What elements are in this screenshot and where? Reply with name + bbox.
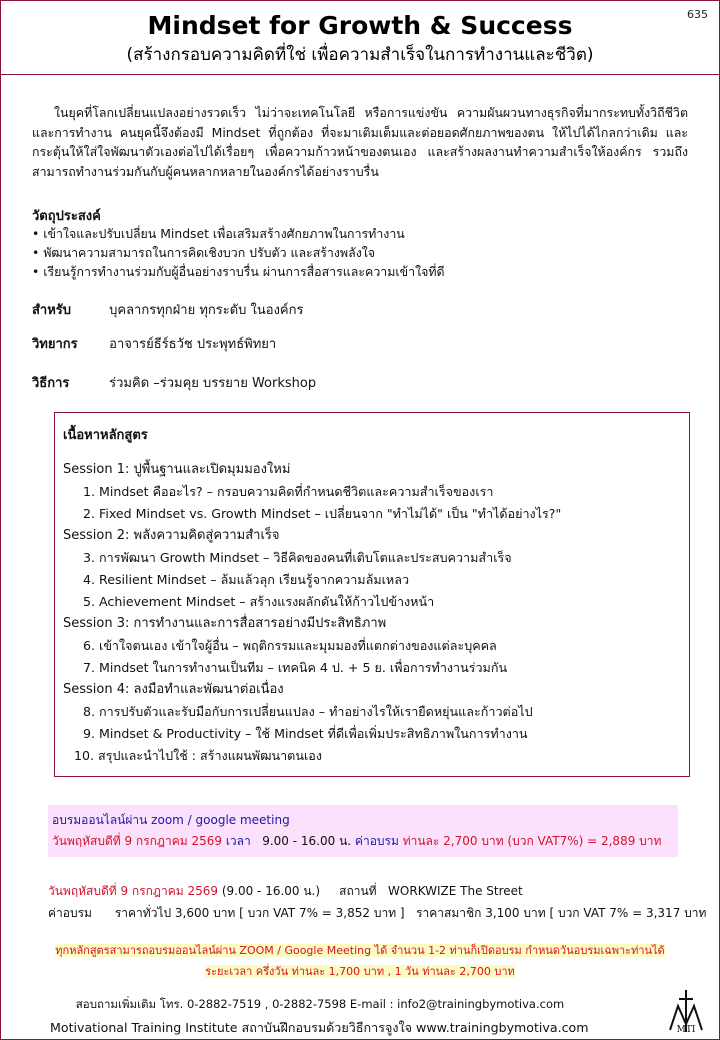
objectives-title: วัตถุประสงค์ xyxy=(32,209,101,224)
method-row xyxy=(32,372,316,393)
note-box xyxy=(40,940,680,982)
online-training-box xyxy=(48,805,678,857)
content-item: 8. การปรับตัวและรับมือกับการเปลี่ยนแปลง – ทำอย่างไรให้เรายืดหยุ่นและก้าวต่อไป xyxy=(83,704,533,719)
onsite-fee-label: ค่าอบรม xyxy=(48,906,92,920)
onsite-line-1 xyxy=(48,880,706,902)
audience-value: บุคลากรทุกฝ่าย ทุกระดับ ในองค์กร xyxy=(109,303,304,318)
note-line-1: ทุกหลักสูตรสามารถอบรมออนไลน์ผ่าน ZOOM / Google Meeting ได้ จำนวน 1-2 ท่านก็เปิดอบรม กำหนดวันอบรมเฉพาะท่านได้ xyxy=(55,944,665,957)
online-label: อบรมออนไลน์ผ่าน zoom / google meeting xyxy=(52,813,290,827)
content-title: เนื้อหาหลักสูตร xyxy=(63,428,148,443)
speaker-value: อาจารย์ธีร์ธวัช ประพุทธ์พิทยา xyxy=(109,337,277,352)
audience-row xyxy=(32,299,304,320)
content-item: 9. Mindset & Productivity – ใช้ Mindset ที่ดีเพื่อเพิ่มประสิทธิภาพในการทำงาน xyxy=(83,726,528,741)
session-heading: Session 1: ปูพื้นฐานและเปิดมุมมองใหม่ xyxy=(63,462,291,477)
online-time: 9.00 - 16.00 น. xyxy=(262,834,352,848)
onsite-place: WORKWIZE The Street xyxy=(388,884,523,898)
header xyxy=(0,0,720,75)
footer-institute: Motivational Training Institute สถาบันฝึกอบรมด้วยวิธีการจูงใจ www.trainingbymotiva.com xyxy=(50,1020,589,1035)
onsite-date: วันพฤหัสบดีที่ 9 กรกฎาคม 2569 xyxy=(48,884,218,898)
speaker-row xyxy=(32,333,276,354)
online-date: วันพฤหัสบดีที่ 9 กรกฎาคม 2569 xyxy=(52,834,222,848)
content-item: 4. Resilient Mindset – ล้มแล้วลุก เรียนรู้จากความล้มเหลว xyxy=(83,572,410,587)
objectives-list xyxy=(32,224,445,281)
onsite-general-price: ราคาทั่วไป 3,600 บาท [ บวก VAT 7% = 3,852 บาท ] xyxy=(114,906,405,920)
online-details xyxy=(52,830,674,852)
method-value: ร่วมคิด –ร่วมคุย บรรยาย Workshop xyxy=(109,376,317,391)
online-fee: ท่านละ 2,700 บาท (บวก VAT7%) = 2,889 บาท xyxy=(402,834,662,848)
method-label: วิธีการ xyxy=(32,376,70,391)
content-item: 6. เข้าใจตนเอง เข้าใจผู้อื่น – พฤติกรรมและมุมมองที่แตกต่างของแต่ละบุคคล xyxy=(83,638,497,653)
online-time-label: เวลา xyxy=(225,834,251,848)
online-fee-label: ค่าอบรม xyxy=(354,834,399,848)
note-line-2: ระยะเวลา ครึ่งวัน ท่านละ 1,700 บาท , 1 วัน ท่านละ 2,700 บาท xyxy=(205,965,515,978)
objective-item: • พัฒนาความสามารถในการคิดเชิงบวก ปรับตัว และสร้างพลังใจ xyxy=(32,243,445,262)
session-heading: Session 4: ลงมือทำและพัฒนาต่อเนื่อง xyxy=(63,682,284,697)
audience-label: สำหรับ xyxy=(32,303,72,318)
session-heading: Session 2: พลังความคิดสู่ความสำเร็จ xyxy=(63,528,280,543)
contact-info: สอบถามเพิ่มเติม โทร. 0-2882-7519 , 0-2882-7598 E-mail : info2@trainingbymotiva.com xyxy=(75,997,565,1011)
logo-text: MTI xyxy=(676,1025,696,1034)
page-title: Mindset for Growth & Success xyxy=(147,11,573,40)
speaker-label: วิทยากร xyxy=(32,337,78,352)
page-subtitle: (สร้างกรอบความคิดที่ใช่ เพื่อความสำเร็จในการทำงานและชีวิต) xyxy=(126,45,594,65)
onsite-line-2 xyxy=(48,902,706,924)
onsite-time: (9.00 - 16.00 น.) xyxy=(221,884,321,898)
content-item: 3. การพัฒนา Growth Mindset – วิธีคิดของคนที่เติบโตและประสบความสำเร็จ xyxy=(83,550,512,565)
content-item: 1. Mindset คืออะไร? – กรอบความคิดที่กำหนดชีวิตและความสำเร็จของเรา xyxy=(83,484,494,499)
course-code: 635 xyxy=(687,8,708,21)
objective-item: • เรียนรู้การทำงานร่วมกับผู้อื่นอย่างราบรื่น ผ่านการสื่อสารและความเข้าใจที่ดี xyxy=(32,262,445,281)
objective-item: • เข้าใจและปรับเปลี่ยน Mindset เพื่อเสริมสร้างศักยภาพในการทำงาน xyxy=(32,224,445,243)
intro-paragraph: ในยุคที่โลกเปลี่ยนแปลงอย่างรวดเร็ว ไม่ว่าจะเทคโนโลยี หรือการแข่งขัน ความผันผวนทางธุรกิจที่มากระทบทั้งวิถีชีวิตและการทำงาน คนยุคนี้จึงต้องมี Mindset ที่ถูกต้อง ที่จะมาเติมเต็มและต่อยอดศักยภาพของตน ให้ไปได้ไกลกว่าเดิม และกระตุ้นให้ใส่ใจพัฒนาตัวเองต่อไปได้เรื่อยๆ เพื่อความก้าวหน้าของตนเอง และสร้างผลงานทำความสำเร็จให้องค์กร รวมถึงสามารถทำงานร่วมกันกับผู้คนหลากหลายในองค์กรได้อย่างราบรื่น xyxy=(32,105,688,180)
content-item: 7. Mindset ในการทำงานเป็นทีม – เทคนิค 4 ป. + 5 ย. เพื่อการทำงานร่วมกัน xyxy=(83,660,508,675)
course-content-box xyxy=(54,412,690,777)
content-item: 2. Fixed Mindset vs. Growth Mindset – เปลี่ยนจาก "ทำไม่ได้" เป็น "ทำได้อย่างไร?" xyxy=(83,506,562,521)
mti-logo-icon xyxy=(666,988,706,1034)
content-item: 10. สรุปและนำไปใช้ : สร้างแผนพัฒนาตนเอง xyxy=(74,748,322,763)
content-item: 5. Achievement Mindset – สร้างแรงผลักดันให้ก้าวไปข้างหน้า xyxy=(83,594,435,609)
onsite-training xyxy=(48,880,706,924)
session-heading: Session 3: การทำงานและการสื่อสารอย่างมีประสิทธิภาพ xyxy=(63,616,387,631)
onsite-member-price: ราคาสมาชิก 3,100 บาท [ บวก VAT 7% = 3,317 บาท xyxy=(416,906,707,920)
onsite-place-label: สถานที่ xyxy=(339,884,377,898)
